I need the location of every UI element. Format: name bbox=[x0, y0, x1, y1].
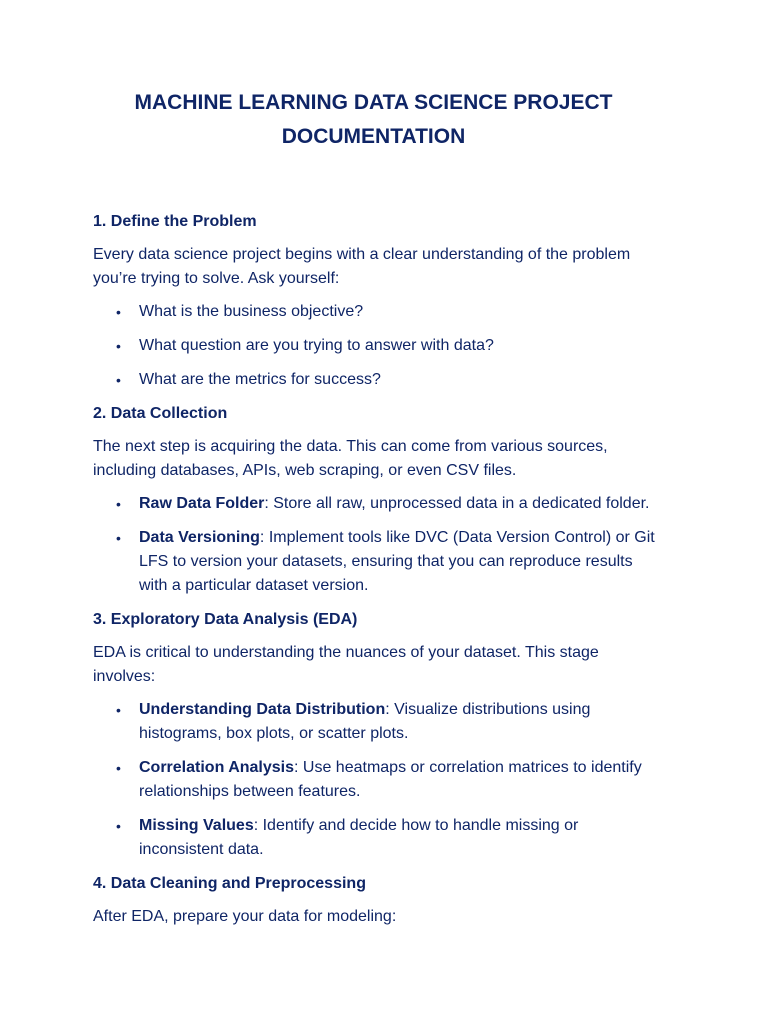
section-data-collection bbox=[93, 402, 664, 598]
bullet-list bbox=[93, 492, 664, 598]
section-intro: The next step is acquiring the data. This can come from various sources, including databases, APIs, web scraping, or even CSV files. bbox=[93, 438, 608, 479]
section-define-problem bbox=[93, 210, 664, 392]
bullet-icon: • bbox=[116, 760, 121, 776]
list-item bbox=[93, 814, 664, 862]
list-item-text: What are the metrics for success? bbox=[139, 371, 381, 388]
bullet-list bbox=[93, 698, 664, 862]
bullet-icon: • bbox=[116, 530, 121, 546]
list-item bbox=[93, 756, 664, 804]
section-intro: EDA is critical to understanding the nuances of your dataset. This stage involves: bbox=[93, 644, 599, 685]
list-item-text: : Store all raw, unprocessed data in a dedicated folder. bbox=[264, 495, 650, 512]
list-item bbox=[93, 492, 664, 516]
list-item-term: Raw Data Folder bbox=[139, 495, 265, 512]
list-item-text: : Identify and decide how to handle missing or inconsistent data. bbox=[139, 817, 579, 858]
list-item bbox=[93, 300, 664, 324]
list-item bbox=[93, 698, 664, 746]
list-item bbox=[93, 368, 664, 392]
bullet-list bbox=[93, 300, 664, 392]
section-heading: 4. Data Cleaning and Preprocessing bbox=[93, 875, 366, 892]
section-intro: Every data science project begins with a clear understanding of the problem you’re trying to solve. Ask yourself: bbox=[93, 246, 631, 287]
list-item-term: Data Versioning bbox=[139, 529, 260, 546]
list-item-text: : Use heatmaps or correlation matrices to identify relationships between features. bbox=[139, 759, 642, 800]
list-item bbox=[93, 334, 664, 358]
page-title: MACHINE LEARNING DATA SCIENCE PROJECT DOCUMENTATION bbox=[134, 91, 613, 148]
list-item-text: : Visualize distributions using histograms, box plots, or scatter plots. bbox=[139, 701, 591, 742]
list-item-term: Understanding Data Distribution bbox=[139, 701, 386, 718]
section-data-cleaning bbox=[93, 872, 664, 929]
bullet-icon: • bbox=[116, 338, 121, 354]
list-item-term: Missing Values bbox=[139, 817, 254, 834]
list-item-text: What is the business objective? bbox=[139, 303, 364, 320]
list-item-text: What question are you trying to answer with data? bbox=[139, 337, 494, 354]
list-item-text: : Implement tools like DVC (Data Version Control) or Git LFS to version your datasets, ensuring that you can reproduce results with a particular dataset version. bbox=[139, 529, 655, 594]
bullet-icon: • bbox=[116, 818, 121, 834]
section-intro: After EDA, prepare your data for modeling: bbox=[93, 908, 397, 925]
bullet-icon: • bbox=[116, 304, 121, 320]
section-heading: 2. Data Collection bbox=[93, 405, 228, 422]
bullet-icon: • bbox=[116, 496, 121, 512]
list-item bbox=[93, 526, 664, 598]
section-heading: 1. Define the Problem bbox=[93, 213, 257, 230]
list-item-term: Correlation Analysis bbox=[139, 759, 295, 776]
bullet-icon: • bbox=[116, 372, 121, 388]
section-eda bbox=[93, 608, 664, 862]
section-heading: 3. Exploratory Data Analysis (EDA) bbox=[93, 611, 358, 628]
bullet-icon: • bbox=[116, 702, 121, 718]
